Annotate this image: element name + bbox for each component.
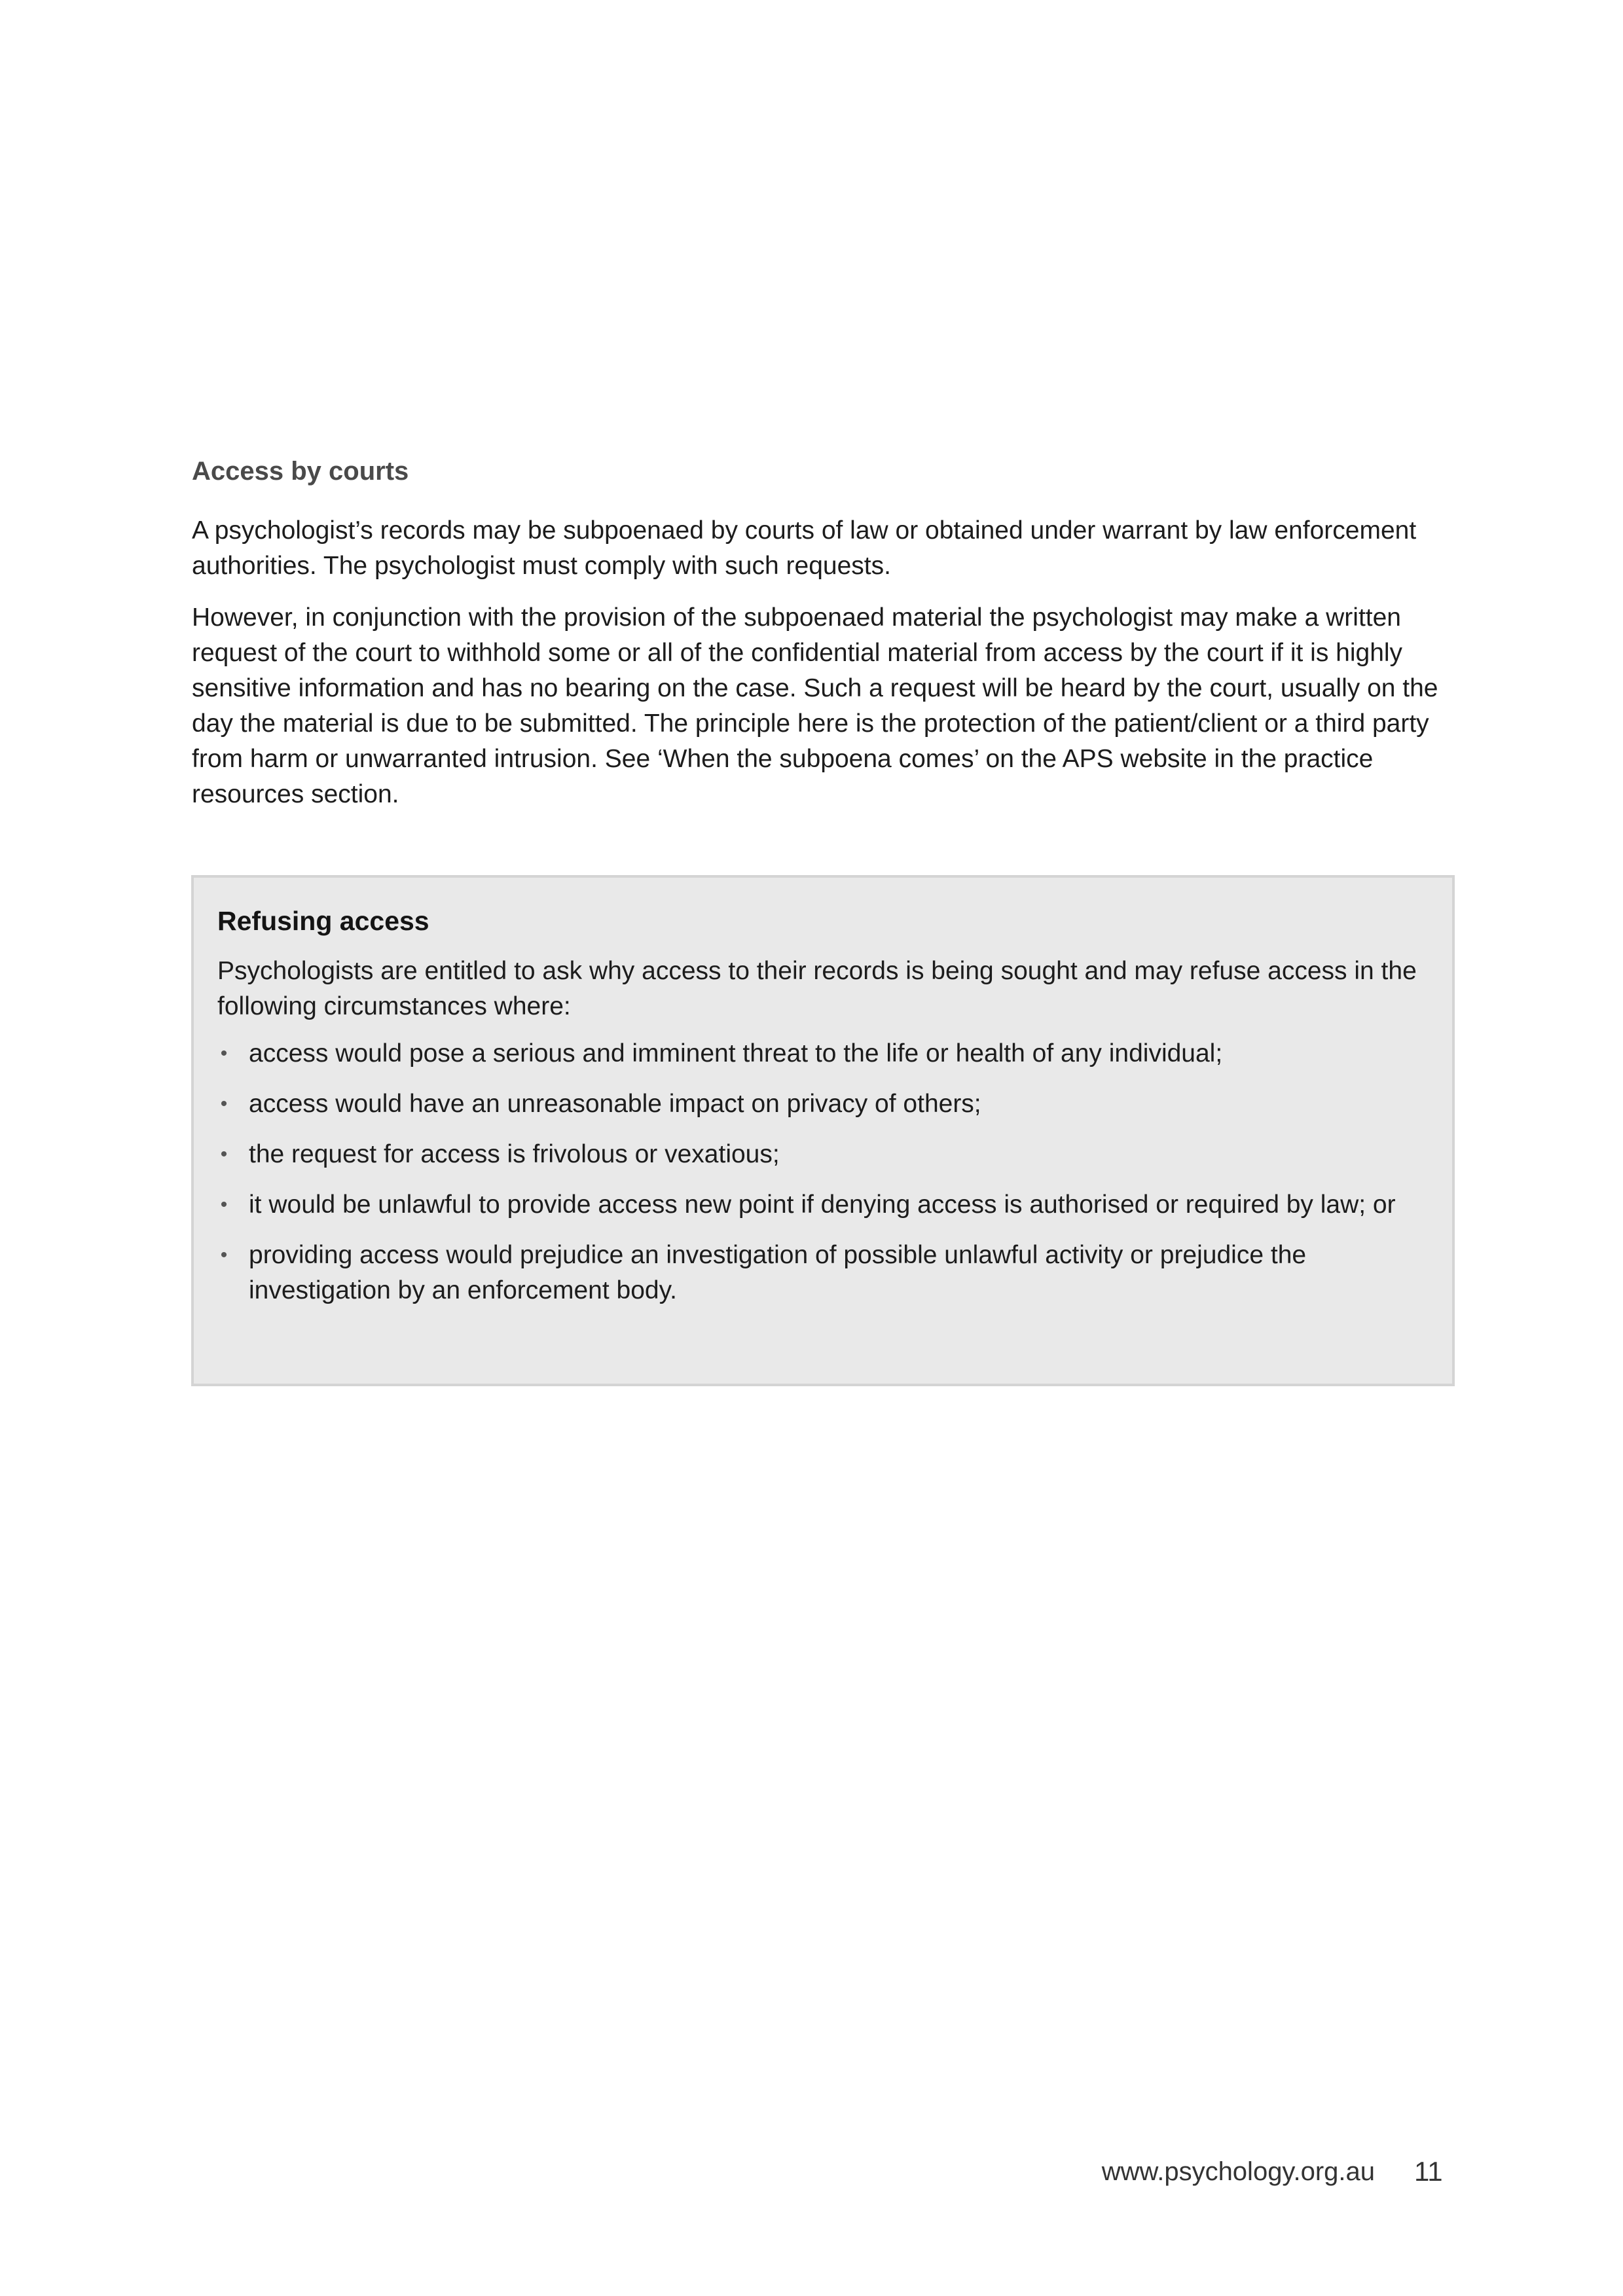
footer-website-link[interactable]: www.psychology.org.au (1101, 2157, 1375, 2186)
list-item (217, 1238, 1429, 1308)
list-item-text: the request for access is frivolous or vexatious; (249, 1140, 780, 1168)
list-item-text: access would pose a serious and imminent threat to the life or health of any individual; (249, 1039, 1223, 1067)
refusing-access-box (191, 875, 1455, 1386)
bullet-icon: • (220, 1093, 228, 1115)
bullet-icon: • (220, 1194, 228, 1215)
access-by-courts-section (192, 452, 1468, 829)
page-number: 11 (1414, 2156, 1443, 2187)
list-item (217, 1137, 1429, 1172)
list-item (217, 1187, 1429, 1223)
paragraph: A psychologist’s records may be subpoenaed by courts of law or obtained under warrant by law enforcement authorities. The psychologist must comply with such requests. (192, 516, 1417, 580)
paragraph: However, in conjunction with the provision of the subpoenaed material the psychologist may make a written request of the court to withhold some or all of the confidential material from access by the court if it is highly sensitive information and has no bearing on the case. Such a request will be heard by the court, usually on the day the material is due to be submitted. The principle here is the protection of the patient/client or a third party from harm or unwarranted intrusion. See ‘When the subpoena comes’ on the APS website in the practice resources section. (192, 603, 1438, 808)
box-heading: Refusing access (217, 906, 429, 936)
section-heading: Access by courts (192, 457, 409, 486)
bullet-icon: • (220, 1244, 228, 1266)
bullet-icon: • (220, 1043, 228, 1064)
list-item (217, 1036, 1429, 1071)
bullet-list (217, 1036, 1429, 1308)
list-item-text: it would be unlawful to provide access new point if denying access is authorised or required by law; or (249, 1191, 1396, 1219)
box-intro-paragraph: Psychologists are entitled to ask why access to their records is being sought and may refuse access in the following circumstances where: (217, 957, 1417, 1020)
list-item (217, 1086, 1429, 1122)
bullet-icon: • (220, 1143, 228, 1165)
list-item-text: access would have an unreasonable impact on privacy of others; (249, 1090, 981, 1118)
list-item-text: providing access would prejudice an investigation of possible unlawful activity or prejudice the investigation by an enforcement body. (249, 1241, 1307, 1304)
